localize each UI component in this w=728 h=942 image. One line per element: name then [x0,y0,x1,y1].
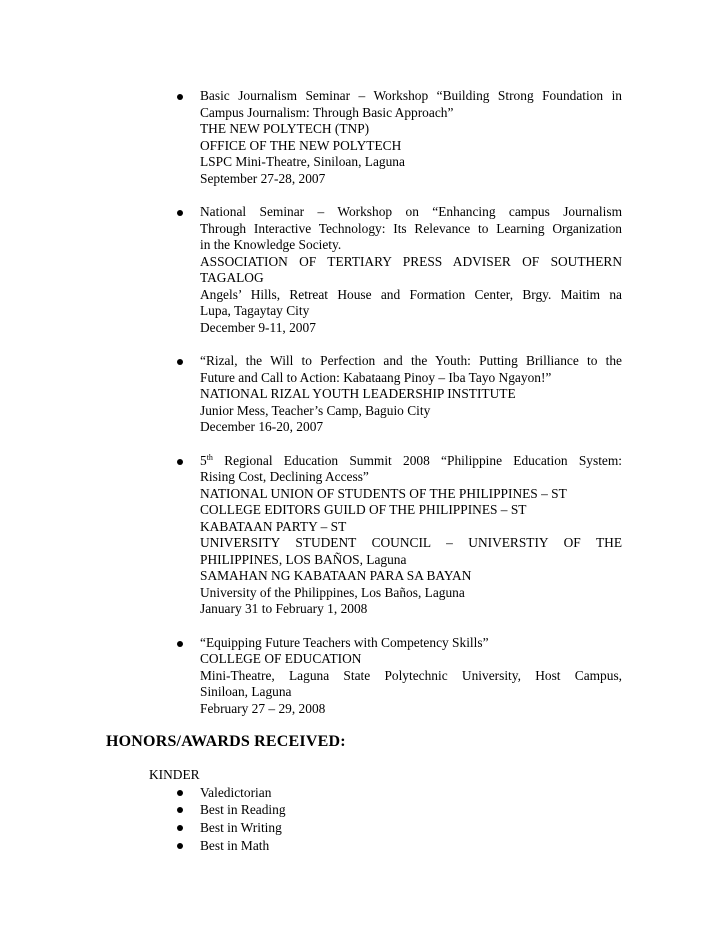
seminar-title-line: Basic Journalism Seminar – Workshop “Building Strong Foundation in [200,88,622,103]
seminar-title-line: Rising Cost, Declining Access” [200,469,369,484]
bullet-icon [177,94,183,100]
award-label: Best in Math [200,837,270,853]
bullet-icon [177,790,183,796]
seminar-list [174,88,622,734]
seminar-organizer: SAMAHAN NG KABATAAN PARA SA BAYAN [200,568,472,583]
award-label: Best in Writing [200,820,282,836]
seminar-date: January 31 to February 1, 2008 [200,601,368,616]
award-item [174,837,286,855]
seminar-date: September 27-28, 2007 [200,170,326,186]
seminar-organizer: NATIONAL RIZAL YOUTH LEADERSHIP INSTITUTE [200,386,516,401]
seminar-item [174,635,622,718]
seminar-item [174,453,622,618]
seminar-venue: Lupa, Tagaytay City [200,303,310,318]
seminar-item [174,353,622,436]
seminar-organizer: COLLEGE EDITORS GUILD OF THE PHILIPPINES – ST [200,502,527,517]
bullet-icon [177,459,183,465]
seminar-venue: Siniloan, Laguna [200,684,292,699]
award-item [174,784,286,802]
seminar-organizer: UNIVERSITY STUDENT COUNCIL – UNIVERSTIY OF THE [200,535,622,550]
awards-list [174,784,286,855]
bullet-icon [177,843,183,849]
seminar-organizer: ASSOCIATION OF TERTIARY PRESS ADVISER OF SOUTHERN [200,253,622,269]
seminar-venue: LSPC Mini-Theatre, Siniloan, Laguna [200,154,405,169]
seminar-item [174,88,622,187]
seminar-title-line [200,453,622,470]
seminar-title-line: Through Interactive Technology: Its Relevance to Learning Organization [200,220,622,236]
seminar-organizer: OFFICE OF THE NEW POLYTECH [200,137,402,153]
bullet-icon [177,825,183,831]
seminar-title-line: National Seminar – Workshop on “Enhancing campus Journalism [200,204,622,219]
ordinal-number: 5 [200,452,207,468]
honors-category: KINDER [149,767,200,782]
seminar-date: December 16-20, 2007 [200,419,324,434]
seminar-title-text: Regional Education Summit 2008 “Philippine Education System: [212,452,622,468]
seminar-venue: Junior Mess, Teacher’s Camp, Baguio City [200,402,431,418]
bullet-icon [177,359,183,365]
award-label: Best in Reading [200,802,286,818]
seminar-date: February 27 – 29, 2008 [200,700,326,716]
seminar-title-line: “Equipping Future Teachers with Competency Skills” [200,634,489,650]
seminar-date: December 9-11, 2007 [200,319,316,335]
section-heading-honors: HONORS/AWARDS RECEIVED: [106,733,346,750]
bullet-icon [177,641,183,647]
seminar-organizer: TAGALOG [200,270,264,285]
bullet-icon [177,210,183,216]
honors-section [149,767,286,855]
seminar-title-line: Campus Journalism: Through Basic Approach” [200,104,454,120]
award-item [174,801,286,819]
seminar-organizer: NATIONAL UNION OF STUDENTS OF THE PHILIPPINES – ST [200,485,567,501]
seminar-organizer: KABATAAN PARTY – ST [200,518,347,534]
ordinal-suffix: th [206,452,213,462]
seminar-organizer: PHILIPPINES, LOS BAÑOS, Laguna [200,551,407,567]
seminar-venue: University of the Philippines, Los Baños, Laguna [200,584,465,600]
seminar-title-line: “Rizal, the Will to Perfection and the Youth: Putting Brilliance to the [200,353,622,368]
seminar-venue: Angels’ Hills, Retreat House and Formation Center, Brgy. Maitim na [200,286,622,302]
award-item [174,819,286,837]
seminar-organizer: COLLEGE OF EDUCATION [200,651,362,666]
bullet-icon [177,807,183,813]
seminar-item [174,204,622,336]
seminar-title-line: Future and Call to Action: Kabataang Pinoy – Iba Tayo Ngayon!” [200,369,552,385]
award-label: Valedictorian [200,784,272,800]
seminar-organizer: THE NEW POLYTECH (TNP) [200,121,370,136]
seminar-title-line: in the Knowledge Society. [200,237,342,252]
seminar-venue: Mini-Theatre, Laguna State Polytechnic University, Host Campus, [200,667,622,683]
